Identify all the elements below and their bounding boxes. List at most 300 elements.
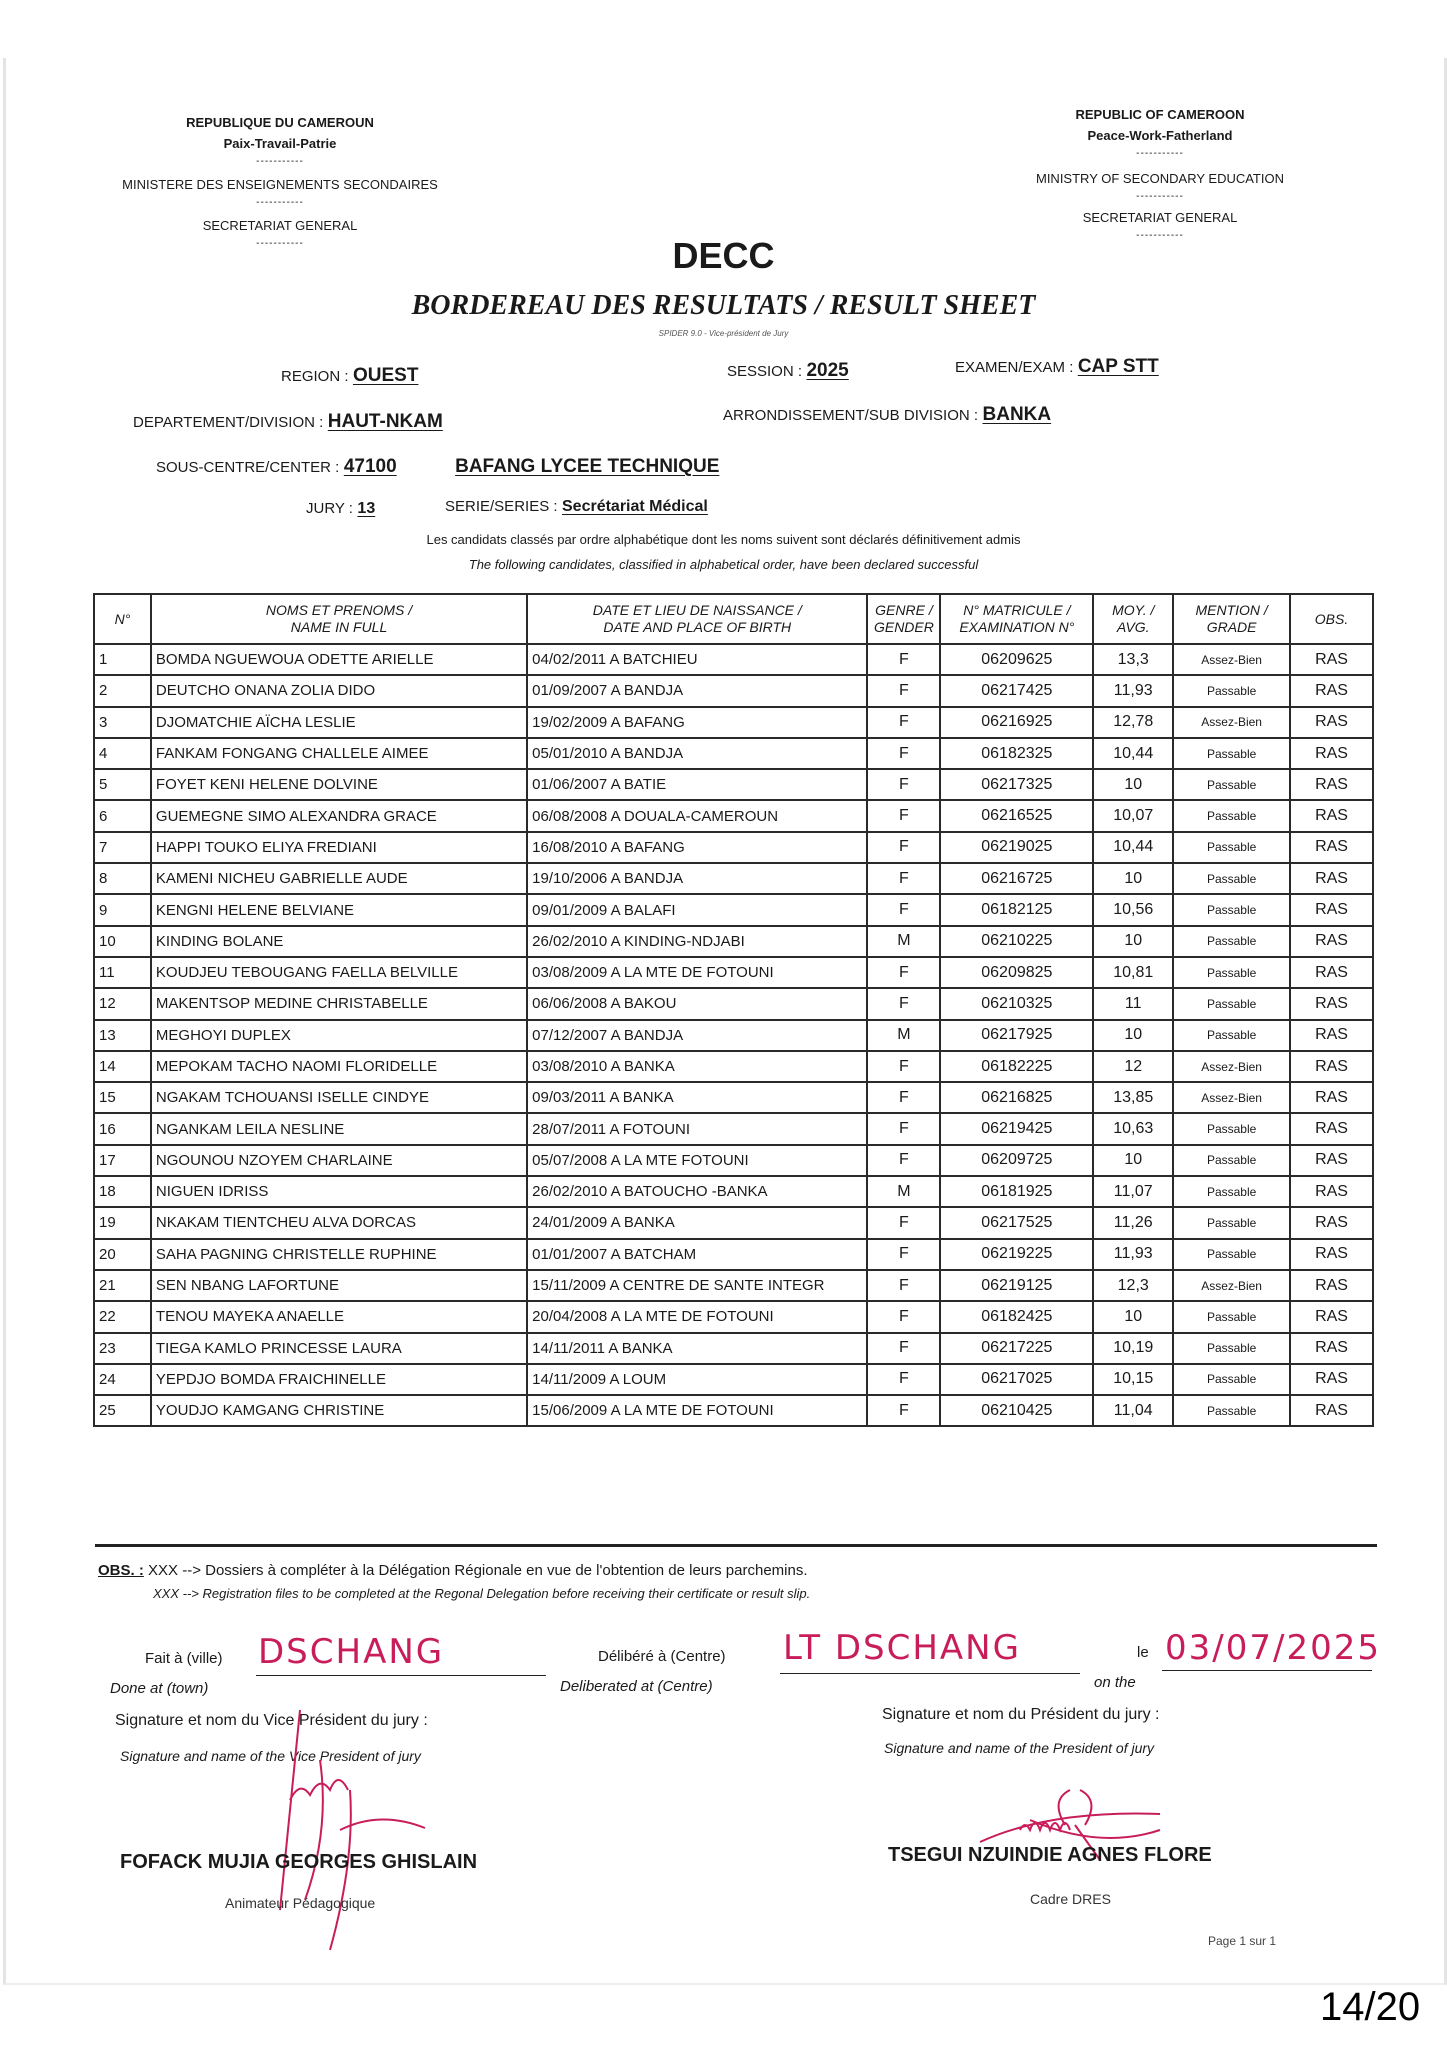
- table-row: [94, 707, 1373, 738]
- grade: Passable: [1173, 926, 1290, 957]
- grade: Passable: [1173, 769, 1290, 800]
- separator: -----------: [256, 156, 304, 167]
- gender: F: [867, 957, 940, 988]
- row-number: 23: [94, 1333, 151, 1364]
- candidate-name: DJOMATCHIE AÏCHA LESLIE: [151, 707, 527, 738]
- row-number: 11: [94, 957, 151, 988]
- birth-date-place: 04/02/2011 A BATCHIEU: [527, 644, 867, 675]
- session-field: [727, 360, 849, 382]
- observation: RAS: [1290, 1333, 1373, 1364]
- candidate-name: FANKAM FONGANG CHALLELE AIMEE: [151, 738, 527, 769]
- observation: RAS: [1290, 926, 1373, 957]
- grade: Passable: [1173, 1176, 1290, 1207]
- done-at-underline: [256, 1675, 546, 1676]
- table-row: [94, 1020, 1373, 1051]
- col-name: NOMS ET PRENOMS / NAME IN FULL: [151, 594, 527, 644]
- candidate-name: NGAKAM TCHOUANSI ISELLE CINDYE: [151, 1082, 527, 1113]
- table-row: [94, 1145, 1373, 1176]
- observation: RAS: [1290, 1270, 1373, 1301]
- grade: Passable: [1173, 1020, 1290, 1051]
- gender: F: [867, 894, 940, 925]
- observation: RAS: [1290, 894, 1373, 925]
- candidate-name: YEPDJO BOMDA FRAICHINELLE: [151, 1364, 527, 1395]
- vice-president-role: Animateur Pédagogique: [225, 1895, 376, 1911]
- observation: RAS: [1290, 1176, 1373, 1207]
- exam-number: 06219125: [940, 1270, 1093, 1301]
- grade: Assez-Bien: [1173, 707, 1290, 738]
- birth-date-place: 09/03/2011 A BANKA: [527, 1082, 867, 1113]
- observation: RAS: [1290, 675, 1373, 706]
- average: 11,93: [1093, 675, 1173, 706]
- table-row: [94, 1333, 1373, 1364]
- session-value: 2025: [806, 360, 849, 381]
- deliberated-label: Délibéré à (Centre): [598, 1648, 726, 1665]
- gender: F: [867, 738, 940, 769]
- region-value: OUEST: [352, 365, 419, 386]
- gender: F: [867, 1395, 940, 1426]
- series-field: [445, 498, 708, 516]
- average: 12,3: [1093, 1270, 1173, 1301]
- gender: F: [867, 675, 940, 706]
- average: 10,44: [1093, 738, 1173, 769]
- observation: RAS: [1290, 1082, 1373, 1113]
- row-number: 25: [94, 1395, 151, 1426]
- gender: F: [867, 1333, 940, 1364]
- division-label: DEPARTEMENT/DIVISION :: [133, 414, 324, 431]
- gender: F: [867, 863, 940, 894]
- average: 11,07: [1093, 1176, 1173, 1207]
- birth-date-place: 06/08/2008 A DOUALA-CAMEROUN: [527, 800, 867, 831]
- exam-number: 06209725: [940, 1145, 1093, 1176]
- candidate-name: KENGNI HELENE BELVIANE: [151, 894, 527, 925]
- footer-divider: [95, 1544, 1377, 1547]
- gender: F: [867, 988, 940, 1019]
- gender: F: [867, 1270, 940, 1301]
- candidate-name: DEUTCHO ONANA ZOLIA DIDO: [151, 675, 527, 706]
- obs-text-fr: XXX --> Dossiers à compléter à la Délégation Régionale en vue de l'obtention de leurs parchemins.: [148, 1562, 808, 1579]
- candidate-name: NGOUNOU NZOYEM CHARLAINE: [151, 1145, 527, 1176]
- president-name: TSEGUI NZUINDIE AGNES FLORE: [888, 1844, 1212, 1866]
- row-number: 8: [94, 863, 151, 894]
- separator: -----------: [1136, 148, 1184, 159]
- candidate-name: YOUDJO KAMGANG CHRISTINE: [151, 1395, 527, 1426]
- exam-number: 06217225: [940, 1333, 1093, 1364]
- jury-value: 13: [357, 500, 376, 517]
- deliberated-value: LT DSCHANG: [783, 1628, 1021, 1668]
- row-number: 15: [94, 1082, 151, 1113]
- birth-date-place: 03/08/2010 A BANKA: [527, 1051, 867, 1082]
- exam-field: [955, 356, 1159, 378]
- observation: RAS: [1290, 863, 1373, 894]
- col-exam-number: N° MATRICULE / EXAMINATION N°: [940, 594, 1093, 644]
- org-name: DECC: [672, 235, 775, 276]
- candidate-name: MEGHOYI DUPLEX: [151, 1020, 527, 1051]
- grade: Passable: [1173, 1395, 1290, 1426]
- grade: Passable: [1173, 863, 1290, 894]
- grade: Passable: [1173, 1239, 1290, 1270]
- motto-en: Peace-Work-Fatherland: [1087, 128, 1233, 143]
- observation: RAS: [1290, 1364, 1373, 1395]
- grade: Passable: [1173, 988, 1290, 1019]
- average: 11: [1093, 988, 1173, 1019]
- gender: F: [867, 1207, 940, 1238]
- birth-date-place: 01/01/2007 A BATCHAM: [527, 1239, 867, 1270]
- division-value: HAUT-NKAM: [327, 411, 443, 432]
- row-number: 9: [94, 894, 151, 925]
- candidate-name: GUEMEGNE SIMO ALEXANDRA GRACE: [151, 800, 527, 831]
- col-obs: OBS.: [1290, 594, 1373, 644]
- candidate-name: MAKENTSOP MEDINE CHRISTABELLE: [151, 988, 527, 1019]
- row-number: 22: [94, 1301, 151, 1332]
- table-row: [94, 926, 1373, 957]
- row-number: 12: [94, 988, 151, 1019]
- average: 10: [1093, 926, 1173, 957]
- header-right: [1010, 104, 1310, 244]
- average: 11,26: [1093, 1207, 1173, 1238]
- intro-en: The following candidates, classified in alphabetical order, have been declared successful: [468, 557, 979, 572]
- candidate-name: SAHA PAGNING CHRISTELLE RUPHINE: [151, 1239, 527, 1270]
- exam-number: 06182125: [940, 894, 1093, 925]
- table-header-row: [94, 594, 1373, 644]
- row-number: 21: [94, 1270, 151, 1301]
- exam-number: 06219425: [940, 1113, 1093, 1144]
- grade: Passable: [1173, 1364, 1290, 1395]
- average: 10: [1093, 1301, 1173, 1332]
- exam-number: 06216525: [940, 800, 1093, 831]
- gender: F: [867, 1051, 940, 1082]
- division-field: [133, 411, 443, 433]
- table-row: [94, 832, 1373, 863]
- row-number: 6: [94, 800, 151, 831]
- table-row: [94, 1395, 1373, 1426]
- exam-number: 06210225: [940, 926, 1093, 957]
- exam-number: 06209825: [940, 957, 1093, 988]
- grade: Passable: [1173, 832, 1290, 863]
- table-row: [94, 738, 1373, 769]
- table-row: [94, 1082, 1373, 1113]
- birth-date-place: 15/11/2009 A CENTRE DE SANTE INTEGR: [527, 1270, 867, 1301]
- average: 10: [1093, 1145, 1173, 1176]
- document-subtitle: SPIDER 9.0 - Vice-président de Jury: [658, 329, 789, 338]
- table-row: [94, 1364, 1373, 1395]
- document-title: BORDEREAU DES RESULTATS / RESULT SHEET: [411, 290, 1036, 321]
- birth-date-place: 15/06/2009 A LA MTE DE FOTOUNI: [527, 1395, 867, 1426]
- average: 10: [1093, 863, 1173, 894]
- table-row: [94, 800, 1373, 831]
- exam-number: 06210425: [940, 1395, 1093, 1426]
- grade: Passable: [1173, 1145, 1290, 1176]
- date-underline: [1162, 1670, 1372, 1671]
- birth-date-place: 14/11/2009 A LOUM: [527, 1364, 867, 1395]
- grade: Passable: [1173, 1207, 1290, 1238]
- vice-president-signature-icon: [260, 1700, 440, 1960]
- exam-number: 06182425: [940, 1301, 1093, 1332]
- region-field: [281, 365, 418, 387]
- separator: -----------: [1136, 191, 1184, 202]
- center-name: BAFANG LYCEE TECHNIQUE: [455, 456, 720, 477]
- exam-number: 06217425: [940, 675, 1093, 706]
- birth-date-place: 19/10/2006 A BANDJA: [527, 863, 867, 894]
- table-row: [94, 1301, 1373, 1332]
- row-number: 16: [94, 1113, 151, 1144]
- birth-date-place: 05/07/2008 A LA MTE FOTOUNI: [527, 1145, 867, 1176]
- exam-number: 06217525: [940, 1207, 1093, 1238]
- table-row: [94, 675, 1373, 706]
- candidate-name: HAPPI TOUKO ELIYA FREDIANI: [151, 832, 527, 863]
- birth-date-place: 05/01/2010 A BANDJA: [527, 738, 867, 769]
- observation: RAS: [1290, 1301, 1373, 1332]
- birth-date-place: 07/12/2007 A BANDJA: [527, 1020, 867, 1051]
- president-role: Cadre DRES: [1030, 1891, 1111, 1907]
- country-en: REPUBLIC OF CAMEROON: [1075, 107, 1245, 122]
- exam-number: 06182325: [940, 738, 1093, 769]
- jury-field: [306, 500, 375, 518]
- average: 10,63: [1093, 1113, 1173, 1144]
- candidate-name: KOUDJEU TEBOUGANG FAELLA BELVILLE: [151, 957, 527, 988]
- observation: RAS: [1290, 1239, 1373, 1270]
- birth-date-place: 28/07/2011 A FOTOUNI: [527, 1113, 867, 1144]
- row-number: 20: [94, 1239, 151, 1270]
- average: 12,78: [1093, 707, 1173, 738]
- header-left: [100, 112, 460, 252]
- motto-fr: Paix-Travail-Patrie: [223, 136, 337, 151]
- series-value: Secrétariat Médical: [562, 498, 708, 515]
- average: 10: [1093, 769, 1173, 800]
- exam-number: 06217325: [940, 769, 1093, 800]
- candidate-name: NKAKAM TIENTCHEU ALVA DORCAS: [151, 1207, 527, 1238]
- vice-signature-label-en: Signature and name of the Vice President of jury: [120, 1748, 421, 1764]
- gender: F: [867, 1301, 940, 1332]
- observation: RAS: [1290, 707, 1373, 738]
- ministry-fr: MINISTERE DES ENSEIGNEMENTS SECONDAIRES: [122, 177, 438, 192]
- candidate-name: SEN NBANG LAFORTUNE: [151, 1270, 527, 1301]
- obs-note-fr: [98, 1562, 808, 1579]
- average: 10,81: [1093, 957, 1173, 988]
- obs-note-en: XXX --> Registration files to be completed at the Regonal Delegation before receiving their certificate or result slip.: [153, 1586, 811, 1601]
- table-row: [94, 1176, 1373, 1207]
- grade: Assez-Bien: [1173, 644, 1290, 675]
- average: 10,56: [1093, 894, 1173, 925]
- date-label: le: [1137, 1644, 1149, 1661]
- jury-label: JURY :: [306, 500, 353, 517]
- grade: Passable: [1173, 1333, 1290, 1364]
- candidate-name: NIGUEN IDRISS: [151, 1176, 527, 1207]
- obs-label: OBS. :: [98, 1562, 144, 1579]
- birth-date-place: 26/02/2010 A BATOUCHO -BANKA: [527, 1176, 867, 1207]
- done-at-label: Fait à (ville): [145, 1650, 223, 1667]
- observation: RAS: [1290, 1113, 1373, 1144]
- col-average: MOY. / AVG.: [1093, 594, 1173, 644]
- birth-date-place: 09/01/2009 A BALAFI: [527, 894, 867, 925]
- gender: M: [867, 1020, 940, 1051]
- row-number: 24: [94, 1364, 151, 1395]
- observation: RAS: [1290, 832, 1373, 863]
- observation: RAS: [1290, 1145, 1373, 1176]
- subdivision-field: [723, 404, 1051, 426]
- row-number: 1: [94, 644, 151, 675]
- birth-date-place: 24/01/2009 A BANKA: [527, 1207, 867, 1238]
- row-number: 5: [94, 769, 151, 800]
- date-label-en: on the: [1094, 1674, 1136, 1691]
- average: 13,85: [1093, 1082, 1173, 1113]
- candidate-name: KINDING BOLANE: [151, 926, 527, 957]
- row-number: 10: [94, 926, 151, 957]
- observation: RAS: [1290, 1207, 1373, 1238]
- intro-fr: Les candidats classés par ordre alphabétique dont les noms suivent sont déclarés définitivement admis: [426, 532, 1021, 547]
- grade: Passable: [1173, 800, 1290, 831]
- separator: -----------: [256, 238, 304, 249]
- exam-number: 06216725: [940, 863, 1093, 894]
- birth-date-place: 26/02/2010 A KINDING-NDJABI: [527, 926, 867, 957]
- page-footer: Page 1 sur 1: [1208, 1934, 1277, 1948]
- birth-date-place: 20/04/2008 A LA MTE DE FOTOUNI: [527, 1301, 867, 1332]
- exam-number: 06219025: [940, 832, 1093, 863]
- row-number: 7: [94, 832, 151, 863]
- gender: F: [867, 832, 940, 863]
- center-label: SOUS-CENTRE/CENTER :: [156, 459, 340, 476]
- grade: Passable: [1173, 957, 1290, 988]
- grade: Passable: [1173, 675, 1290, 706]
- birth-date-place: 19/02/2009 A BAFANG: [527, 707, 867, 738]
- row-number: 17: [94, 1145, 151, 1176]
- birth-date-place: 03/08/2009 A LA MTE DE FOTOUNI: [527, 957, 867, 988]
- grade: Assez-Bien: [1173, 1082, 1290, 1113]
- observation: RAS: [1290, 1020, 1373, 1051]
- page-counter: 14/20: [1320, 1985, 1421, 2029]
- candidate-name: FOYET KENI HELENE DOLVINE: [151, 769, 527, 800]
- candidate-name: BOMDA NGUEWOUA ODETTE ARIELLE: [151, 644, 527, 675]
- table-row: [94, 1270, 1373, 1301]
- observation: RAS: [1290, 957, 1373, 988]
- average: 10,19: [1093, 1333, 1173, 1364]
- table-row: [94, 863, 1373, 894]
- gender: F: [867, 1145, 940, 1176]
- observation: RAS: [1290, 644, 1373, 675]
- gender: F: [867, 707, 940, 738]
- exam-number: 06181925: [940, 1176, 1093, 1207]
- average: 13,3: [1093, 644, 1173, 675]
- grade: Passable: [1173, 1301, 1290, 1332]
- col-num: N°: [94, 594, 151, 644]
- col-gender: GENRE / GENDER: [867, 594, 940, 644]
- birth-date-place: 01/09/2007 A BANDJA: [527, 675, 867, 706]
- president-signature-label-en: Signature and name of the President of jury: [884, 1740, 1155, 1756]
- center-field: [156, 456, 719, 478]
- table-row: [94, 769, 1373, 800]
- gender: F: [867, 644, 940, 675]
- gender: F: [867, 800, 940, 831]
- done-at-value: DSCHANG: [258, 1632, 445, 1672]
- row-number: 19: [94, 1207, 151, 1238]
- candidate-name: TIEGA KAMLO PRINCESSE LAURA: [151, 1333, 527, 1364]
- gender: F: [867, 1113, 940, 1144]
- birth-date-place: 16/08/2010 A BAFANG: [527, 832, 867, 863]
- gender: M: [867, 926, 940, 957]
- row-number: 18: [94, 1176, 151, 1207]
- region-label: REGION :: [281, 368, 349, 385]
- exam-label: EXAMEN/EXAM :: [955, 359, 1074, 376]
- table-row: [94, 988, 1373, 1019]
- exam-number: 06219225: [940, 1239, 1093, 1270]
- grade: Assez-Bien: [1173, 1051, 1290, 1082]
- exam-number: 06182225: [940, 1051, 1093, 1082]
- exam-number: 06216825: [940, 1082, 1093, 1113]
- grade: Assez-Bien: [1173, 1270, 1290, 1301]
- grade: Passable: [1173, 738, 1290, 769]
- ministry-en: MINISTRY OF SECONDARY EDUCATION: [1035, 171, 1284, 186]
- col-birth: DATE ET LIEU DE NAISSANCE / DATE AND PLACE OF BIRTH: [527, 594, 867, 644]
- table-row: [94, 1239, 1373, 1270]
- grade: Passable: [1173, 894, 1290, 925]
- grade: Passable: [1173, 1113, 1290, 1144]
- observation: RAS: [1290, 1051, 1373, 1082]
- gender: F: [867, 769, 940, 800]
- average: 10,07: [1093, 800, 1173, 831]
- gender: M: [867, 1176, 940, 1207]
- department-fr: SECRETARIAT GENERAL: [202, 218, 358, 233]
- country-fr: REPUBLIQUE DU CAMEROUN: [186, 115, 374, 130]
- separator: -----------: [256, 197, 304, 208]
- row-number: 4: [94, 738, 151, 769]
- subdivision-value: BANKA: [982, 404, 1052, 425]
- gender: F: [867, 1239, 940, 1270]
- table-row: [94, 1207, 1373, 1238]
- table-row: [94, 957, 1373, 988]
- average: 11,04: [1093, 1395, 1173, 1426]
- date-value: 03/07/2025: [1165, 1628, 1381, 1668]
- gender: F: [867, 1364, 940, 1395]
- session-label: SESSION :: [727, 363, 803, 380]
- department-en: SECRETARIAT GENERAL: [1082, 210, 1238, 225]
- subdivision-label: ARRONDISSEMENT/SUB DIVISION :: [723, 407, 979, 424]
- series-label: SERIE/SERIES :: [445, 498, 558, 515]
- observation: RAS: [1290, 738, 1373, 769]
- exam-number: 06210325: [940, 988, 1093, 1019]
- results-table: [93, 593, 1374, 1427]
- row-number: 13: [94, 1020, 151, 1051]
- average: 10,44: [1093, 832, 1173, 863]
- average: 10: [1093, 1020, 1173, 1051]
- candidate-name: NGANKAM LEILA NESLINE: [151, 1113, 527, 1144]
- row-number: 14: [94, 1051, 151, 1082]
- exam-number: 06217025: [940, 1364, 1093, 1395]
- row-number: 3: [94, 707, 151, 738]
- average: 12: [1093, 1051, 1173, 1082]
- vice-signature-label: Signature et nom du Vice Président du jury :: [115, 1712, 428, 1729]
- observation: RAS: [1290, 1395, 1373, 1426]
- center-code: 47100: [343, 456, 397, 477]
- table-row: [94, 894, 1373, 925]
- exam-number: 06217925: [940, 1020, 1093, 1051]
- exam-number: 06209625: [940, 644, 1093, 675]
- birth-date-place: 14/11/2011 A BANKA: [527, 1333, 867, 1364]
- observation: RAS: [1290, 769, 1373, 800]
- president-signature-label: Signature et nom du Président du jury :: [882, 1706, 1160, 1723]
- table-row: [94, 1113, 1373, 1144]
- candidate-name: MEPOKAM TACHO NAOMI FLORIDELLE: [151, 1051, 527, 1082]
- birth-date-place: 01/06/2007 A BATIE: [527, 769, 867, 800]
- vice-president-name: FOFACK MUJIA GEORGES GHISLAIN: [120, 1851, 478, 1873]
- candidate-name: KAMENI NICHEU GABRIELLE AUDE: [151, 863, 527, 894]
- separator: -----------: [1136, 230, 1184, 241]
- col-grade: MENTION / GRADE: [1173, 594, 1290, 644]
- table-row: [94, 644, 1373, 675]
- deliberated-label-en: Deliberated at (Centre): [560, 1678, 713, 1695]
- deliberated-underline: [780, 1673, 1080, 1674]
- exam-number: 06216925: [940, 707, 1093, 738]
- done-at-label-en: Done at (town): [110, 1680, 209, 1697]
- candidate-name: TENOU MAYEKA ANAELLE: [151, 1301, 527, 1332]
